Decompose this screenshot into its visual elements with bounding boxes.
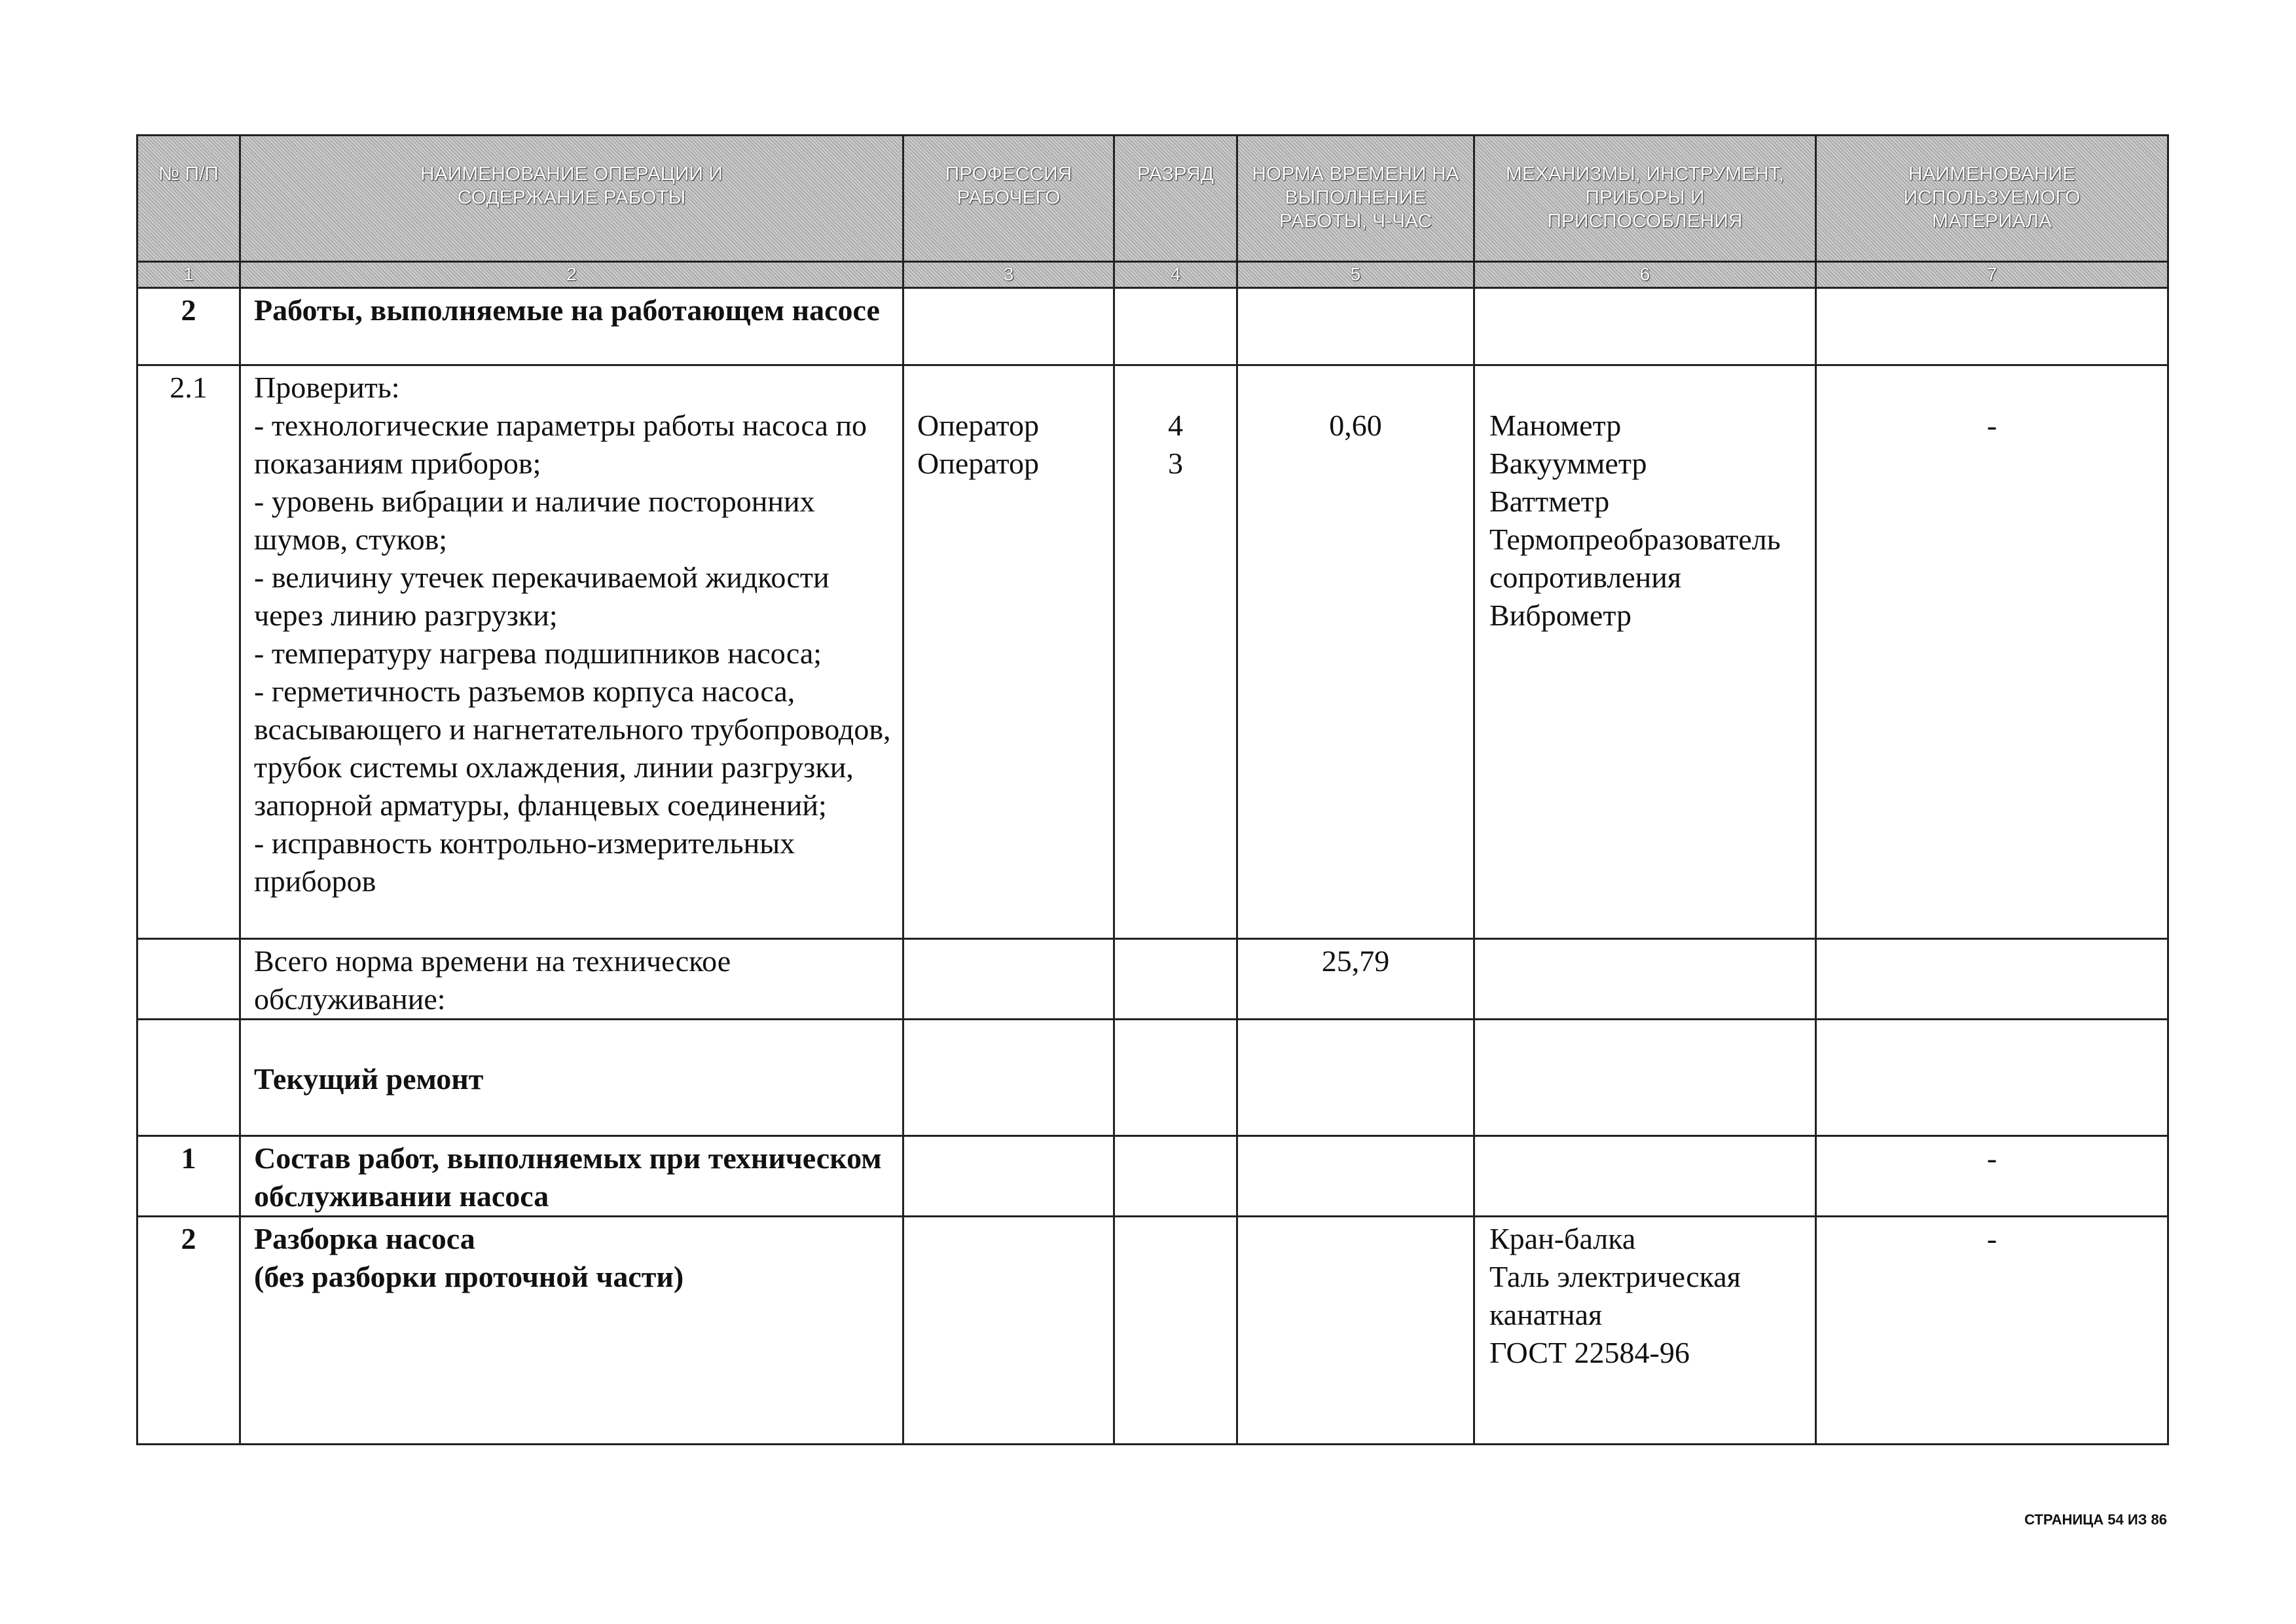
header-num-7: 7: [1816, 262, 2168, 288]
header-number-row: [137, 262, 2168, 288]
operation-title: [240, 1217, 903, 1445]
tool-item: Таль электрическая канатная: [1489, 1260, 1741, 1331]
header-row: [137, 136, 2168, 262]
description-line: Проверить:: [254, 371, 400, 404]
description-line: - исправность контрольно-измерительных приборов: [254, 826, 795, 898]
table-row: [137, 288, 2168, 365]
section-title: Текущий ремонт: [240, 1020, 903, 1136]
row-number: 1: [137, 1136, 240, 1217]
description-line: - уровень вибрации и наличие посторонних шумов, стуков;: [254, 485, 815, 556]
profession: Оператор: [917, 447, 1039, 480]
grade: 4: [1168, 409, 1183, 442]
header-col-1: № П/П: [137, 136, 240, 262]
tool-item: Виброметр: [1489, 599, 1632, 632]
operation-description: [240, 365, 903, 939]
grade-cell: [1114, 365, 1237, 939]
total-label: Всего норма времени на техническое обслуживание:: [240, 939, 903, 1020]
header-col-5: НОРМА ВРЕМЕНИ НА ВЫПОЛНЕНИЕ РАБОТЫ, Ч-ЧАС: [1237, 136, 1474, 262]
header-col-4: РАЗРЯД: [1114, 136, 1237, 262]
tools-cell: [1474, 1217, 1816, 1445]
row-number: 2: [137, 1217, 240, 1445]
tool-item: Манометр: [1489, 409, 1622, 442]
header-num-1: 1: [137, 262, 240, 288]
tool-item: Термопреобразователь сопротивления: [1489, 523, 1781, 594]
title-line: Разборка насоса: [254, 1222, 475, 1255]
header-num-5: 5: [1237, 262, 1474, 288]
time-norm: 0,60: [1237, 365, 1474, 939]
total-norm: 25,79: [1237, 939, 1474, 1020]
tool-item: Вакуумметр: [1489, 447, 1647, 480]
row-number: 2: [137, 288, 240, 365]
grade: 3: [1168, 447, 1183, 480]
header-col-3: ПРОФЕССИЯ РАБОЧЕГО: [903, 136, 1114, 262]
page-number: СТРАНИЦА 54 ИЗ 86: [2024, 1511, 2167, 1528]
tool-item: Кран-балка: [1489, 1222, 1636, 1255]
table-row: [137, 1136, 2168, 1217]
header-num-2: 2: [240, 262, 903, 288]
table-row: [137, 1020, 2168, 1136]
document-sheet: [136, 134, 2167, 1445]
table-row: [137, 939, 2168, 1020]
description-line: - величину утечек перекачиваемой жидкости через линию разгрузки;: [254, 561, 829, 632]
profession: Оператор: [917, 409, 1039, 442]
description-line: - технологические параметры работы насоса по показаниям приборов;: [254, 409, 867, 480]
description-line: - температуру нагрева подшипников насоса;: [254, 637, 822, 670]
table-row: [137, 1217, 2168, 1445]
header-num-6: 6: [1474, 262, 1816, 288]
material-cell: -: [1816, 365, 2168, 939]
operation-title: Состав работ, выполняемых при техническом обслуживании насоса: [240, 1136, 903, 1217]
tools-cell: [1474, 365, 1816, 939]
header-col-6: МЕХАНИЗМЫ, ИНСТРУМЕНТ, ПРИБОРЫ И ПРИСПОСОБЛЕНИЯ: [1474, 136, 1816, 262]
profession-cell: [903, 365, 1114, 939]
operation-title: Работы, выполняемые на работающем насосе: [240, 288, 903, 365]
table-row: [137, 365, 2168, 939]
tool-item: Ваттметр: [1489, 485, 1610, 518]
material-cell: -: [1816, 1136, 2168, 1217]
description-line: - герметичность разъемов корпуса насоса, всасывающего и нагнетательного трубопроводов, трубок системы охлаждения, линии разгрузки, запорной арматуры, фланцевых соединений;: [254, 674, 891, 822]
header-col-7: НАИМЕНОВАНИЕ ИСПОЛЬЗУЕМОГО МАТЕРИАЛА: [1816, 136, 2168, 262]
material-cell: -: [1816, 1217, 2168, 1445]
header-num-4: 4: [1114, 262, 1237, 288]
header-num-3: 3: [903, 262, 1114, 288]
header-col-2: НАИМЕНОВАНИЕ ОПЕРАЦИИ И СОДЕРЖАНИЕ РАБОТЫ: [240, 136, 903, 262]
title-line: (без разборки проточной части): [254, 1260, 684, 1293]
work-norms-table: [136, 134, 2169, 1445]
row-number: 2.1: [137, 365, 240, 939]
tool-item: ГОСТ 22584-96: [1489, 1336, 1690, 1369]
